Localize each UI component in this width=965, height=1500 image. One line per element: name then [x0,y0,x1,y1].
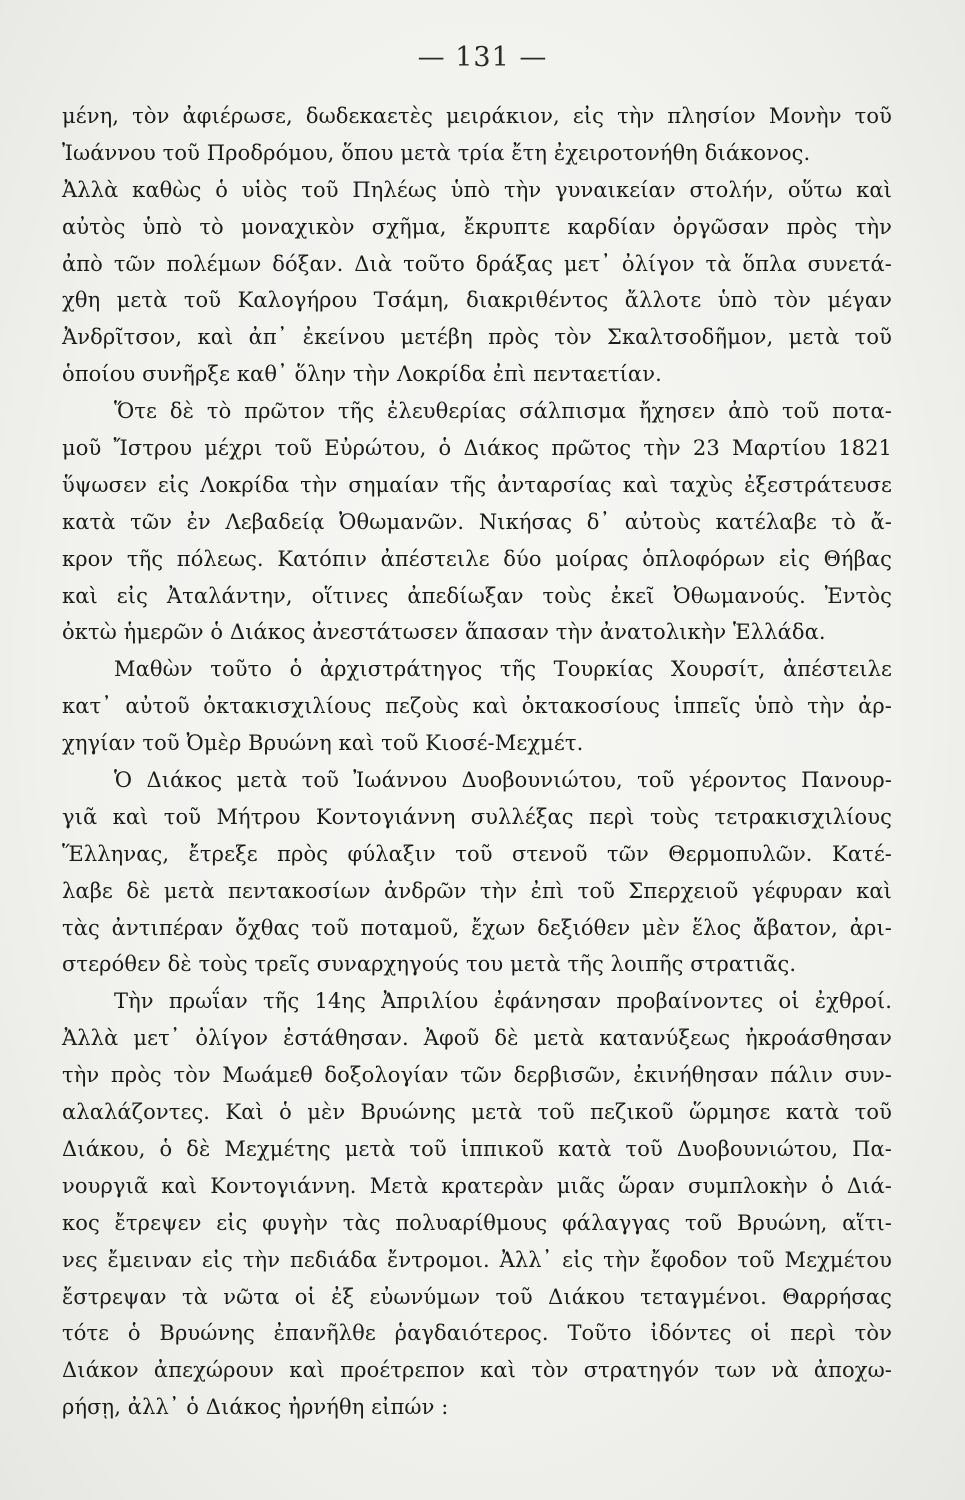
text-line: χθη μετὰ τοῦ Καλογήρου Τσάμη, διακριθέντος ἄλλοτε ὑπὸ τὸν μέγαν [62,288,892,313]
text-line: κος ἔτρεψεν εἰς φυγὴν τὰς πολυαρίθμους φάλαγγας τοῦ Βρυώνη, αἵτι- [62,1210,892,1235]
text-line: Τὴν πρωΐαν τῆς 14ης Ἀπριλίου ἐφάνησαν προβαίνοντες οἱ ἐχθροί. [114,989,892,1014]
text-line: νουργιᾶ καὶ Κοντογιάννη. Μετὰ κρατερὰν μιᾶς ὥραν συμπλοκὴν ὁ Διά- [62,1173,892,1198]
text-line: τὰς ἀντιπέραν ὄχθας τοῦ ποταμοῦ, ἔχων δεξιόθεν μὲν ἕλος ἄβατον, ἀρι- [62,915,892,940]
text-line: Ἰωάννου τοῦ Προδρόμου, ὅπου μετὰ τρία ἔτη ἐχειροτονήθη διάκονος. [62,140,811,165]
text-line: Ἀλλὰ μετ᾽ ὀλίγον ἐστάθησαν. Ἀφοῦ δὲ μετὰ κατανύξεως ἠκροάσθησαν [62,1026,892,1051]
text-line: μένη, τὸν ἀφιέρωσε, δωδεκαετὲς μειράκιον, εἰς τὴν πλησίον Μονὴν τοῦ [62,104,892,128]
text-line: αλαλάζοντες. Καὶ ὁ μὲν Βρυώνης μετὰ τοῦ πεζικοῦ ὥρμησε κατὰ τοῦ [62,1100,892,1125]
text-line: νες ἔμειναν εἰς τὴν πεδιάδα ἔντρομοι. Ἀλλ᾽ εἰς τὴν ἔφοδον τοῦ Μεχμέτου [62,1247,892,1272]
text-line: Ἀνδρῖτσον, καὶ ἀπ᾽ ἐκείνου μετέβη πρὸς τὸν Σκαλτσοδῆμον, μετὰ τοῦ [62,325,892,350]
text-line: στερόθεν δὲ τοὺς τρεῖς συναρχηγούς του μετὰ τῆς λοιπῆς στρατιᾶς. [62,952,797,977]
text-line: τὴν πρὸς τὸν Μωάμεθ δοξολογίαν τῶν δερβισῶν, ἐκινήθησαν πάλιν συν- [62,1063,892,1088]
text-line: κατ᾽ αὐτοῦ ὀκτακισχιλίους πεζοὺς καὶ ὀκτακοσίους ἱππεῖς ὑπὸ τὴν ἀρ- [62,694,892,719]
text-line: ὕψωσεν εἰς Λοκρίδα τὴν σημαίαν τῆς ἀνταρσίας καὶ ταχὺς ἐξεστράτευσε [62,472,892,497]
text-line: μοῦ Ἴστρου μέχρι τοῦ Εὐρώτου, ὁ Διάκος πρῶτος τὴν 23 Μαρτίου 1821 [62,436,892,461]
text-line: κατὰ τῶν ἐν Λεβαδείᾳ Ὀθωμανῶν. Νικήσας δ᾽ αὐτοὺς κατέλαβε τὸ ἄ- [62,509,892,534]
text-line: Ἕλληνας, ἔτρεξε πρὸς φύλαξιν τοῦ στενοῦ τῶν Θερμοπυλῶν. Κατέ- [62,841,892,866]
text-line: ἔστρεψαν τὰ νῶτα οἱ ἐξ εὐωνύμων τοῦ Διάκου τεταγμένοι. Θαρρήσας [62,1284,892,1309]
text-line: τότε ὁ Βρυώνης ἐπανῆλθε ῥαγδαιότερος. Τοῦτο ἰδόντες οἱ περὶ τὸν [62,1321,892,1346]
page-number: — 131 — [417,42,548,73]
text-line: Ἀλλὰ καθὼς ὁ υἱὸς τοῦ Πηλέως ὑπὸ τὴν γυναικείαν στολήν, οὕτω καὶ [62,177,892,202]
text-line: χηγίαν τοῦ Ὀμὲρ Βρυώνη καὶ τοῦ Κιοσέ-Μεχμέτ. [62,731,584,756]
text-line: Διάκου, ὁ δὲ Μεχμέτης μετὰ τοῦ ἱππικοῦ κατὰ τοῦ Δυοβουνιώτου, Πα- [62,1136,892,1161]
text-line: ρήσῃ, ἀλλ᾽ ὁ Διάκος ἠρνήθη εἰπών : [62,1395,449,1420]
text-line: λαβε δὲ μετὰ πεντακοσίων ἀνδρῶν τὴν ἐπὶ τοῦ Σπερχειοῦ γέφυραν καὶ [62,878,892,903]
text-line: αὐτὸς ὑπὸ τὸ μοναχικὸν σχῆμα, ἔκρυπτε καρδίαν ὀργῶσαν πρὸς τὴν [62,214,892,239]
text-line: Ὁ Διάκος μετὰ τοῦ Ἰωάννου Δυοβουνιώτου, τοῦ γέροντος Πανουρ- [114,768,892,793]
text-line: Διάκον ἀπεχώρουν καὶ προέτρεπον καὶ τὸν στρατηγόν των νὰ ἀποχω- [62,1358,892,1383]
text-line: Ὅτε δὲ τὸ πρῶτον τῆς ἐλευθερίας σάλπισμα ἤχησεν ἀπὸ τοῦ ποτα- [114,399,892,424]
text-line: καὶ εἰς Ἀταλάντην, οἵτινες ἀπεδίωξαν τοὺς ἐκεῖ Ὀθωμανούς. Ἐντὸς [62,583,892,608]
text-line: ὀκτὼ ἡμερῶν ὁ Διάκος ἀνεστάτωσεν ἅπασαν τὴν ἀνατολικὴν Ἑλλάδα. [62,620,826,645]
text-line: ἀπὸ τῶν πολέμων δόξαν. Διὰ τοῦτο δράξας μετ᾽ ὀλίγον τὰ ὅπλα συνετά- [62,251,892,276]
text-line: κρον τῆς πόλεως. Κατόπιν ἀπέστειλε δύο μοίρας ὁπλοφόρων εἰς Θήβας [62,546,892,571]
text-line: ὁποίου συνῆρξε καθ᾽ ὅλην τὴν Λοκρίδα ἐπὶ πενταετίαν. [62,362,662,387]
text-line: Μαθὼν τοῦτο ὁ ἀρχιστράτηγος τῆς Τουρκίας Χουρσίτ, ἀπέστειλε [114,657,892,682]
body-text [62,98,892,1426]
text-line: γιᾶ καὶ τοῦ Μήτρου Κοντογιάννη συλλέξας περὶ τοὺς τετρακισχιλίους [62,804,892,829]
